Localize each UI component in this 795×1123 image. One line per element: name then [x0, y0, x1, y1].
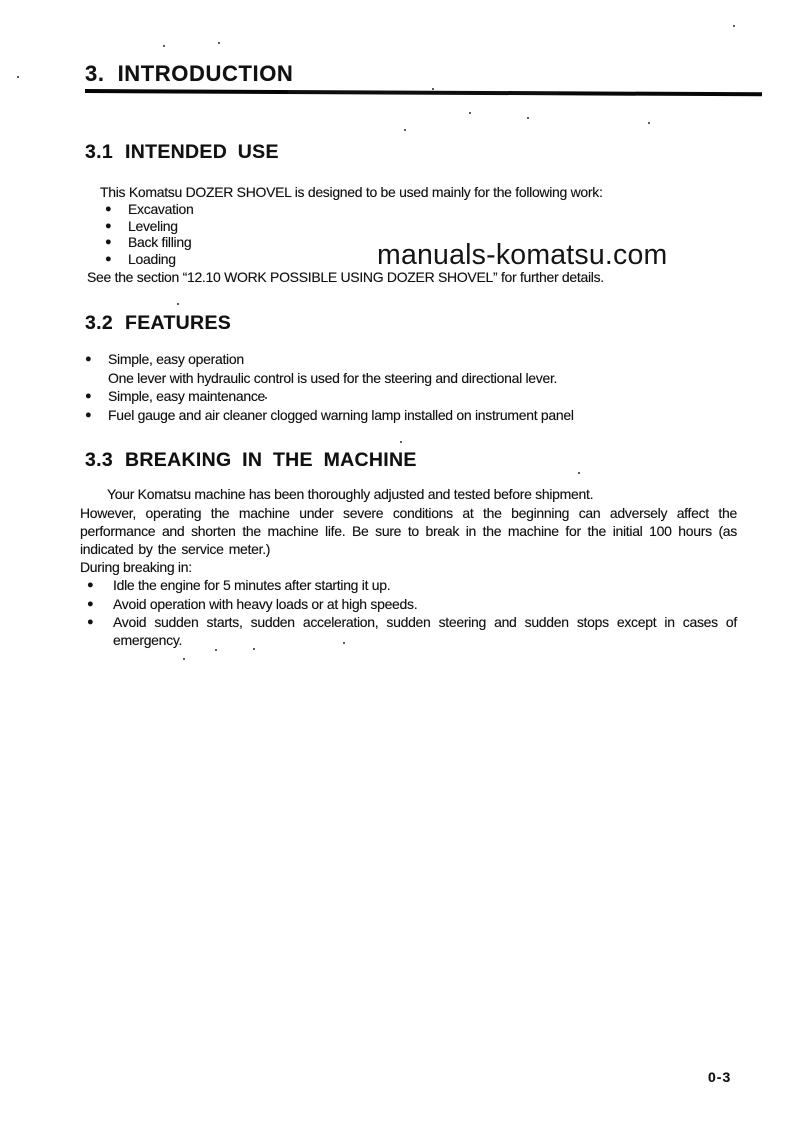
- scan-speck: [733, 25, 735, 27]
- list-item-label: Excavation: [128, 200, 194, 217]
- bullet-icon: ●: [87, 615, 94, 628]
- bullet-icon: ●: [87, 597, 94, 610]
- scan-speck: [578, 472, 580, 474]
- scan-speck: [253, 648, 255, 650]
- paragraph-shipment: Your Komatsu machine has been thoroughly adjusted and tested before shipment.: [107, 486, 594, 503]
- list-item: [85, 387, 737, 406]
- scan-speck: [163, 45, 165, 47]
- scan-speck: [218, 42, 220, 44]
- features-list: [85, 350, 737, 424]
- list-item-label: Loading: [128, 251, 176, 268]
- paragraph-intended-use-reference: See the section “12.10 WORK POSSIBLE USING DOZER SHOVEL” for further details.: [87, 268, 604, 285]
- section-title: INTENDED USE: [125, 140, 279, 163]
- scan-speck: [183, 658, 185, 660]
- list-item-label: Idle the engine for 5 minutes after starting it up.: [113, 577, 391, 594]
- scan-speck: [527, 117, 529, 119]
- bullet-icon: ●: [85, 353, 92, 366]
- section-heading-features: [85, 312, 795, 334]
- bullet-icon: ●: [105, 202, 112, 215]
- chapter-title: INTRODUCTION: [117, 61, 294, 86]
- list-item-label: Avoid sudden starts, sudden acceleration, sudden steering and sudden stops except in cases of emergency.: [113, 613, 737, 649]
- list-item: [85, 350, 737, 369]
- list-item: [87, 613, 737, 649]
- section-number: 3.3: [85, 449, 114, 472]
- scan-speck: [343, 642, 345, 644]
- breaking-in-list: [87, 576, 737, 649]
- bullet-icon: ●: [87, 579, 94, 592]
- paragraph-breaking-in-body: However, operating the machine under severe conditions at the beginning can adversely affect the performance and shorten the machine life. Be sure to break in the machine for the initial 100 hours (as indicated by the service meter.): [80, 504, 737, 558]
- bullet-icon: ●: [85, 408, 92, 421]
- section-features: [0, 312, 795, 424]
- scan-speck: [177, 303, 179, 305]
- scan-speck: [17, 76, 19, 78]
- list-item: [87, 576, 737, 594]
- bullet-icon: ●: [85, 390, 92, 403]
- scan-speck: [404, 129, 406, 131]
- section-breaking-in: [0, 449, 795, 649]
- scan-speck: [648, 122, 650, 124]
- scan-speck: [400, 441, 402, 443]
- section-title: BREAKING IN THE MACHINE: [125, 449, 417, 472]
- list-item: [87, 595, 737, 613]
- bullet-icon: ●: [105, 219, 112, 232]
- scan-speck: [265, 397, 267, 399]
- paragraph-lead-in: During breaking in:: [80, 559, 192, 576]
- scan-speck: [215, 649, 217, 651]
- list-item: [85, 406, 737, 425]
- list-item-label: Leveling: [128, 217, 178, 234]
- list-item: [105, 218, 795, 235]
- paragraph-intended-use-intro: This Komatsu DOZER SHOVEL is designed to be used mainly for the following work:: [100, 183, 603, 200]
- chapter-number: 3.: [85, 61, 105, 86]
- list-item-label: Back filling: [128, 234, 192, 251]
- list-item-subtext: One lever with hydraulic control is used for the steering and directional lever.: [108, 369, 558, 386]
- section-number: 3.1: [85, 140, 114, 163]
- list-item-label: Simple, easy maintenance: [108, 388, 265, 405]
- section-heading-breaking-in: [85, 449, 795, 471]
- list-item-label: Simple, easy operation: [108, 351, 244, 368]
- scan-speck: [432, 88, 434, 90]
- bullet-icon: ●: [105, 253, 112, 266]
- title-underline: [85, 89, 762, 96]
- page-number: 0-3: [708, 1069, 732, 1085]
- section-title: FEATURES: [125, 312, 232, 335]
- scan-speck: [469, 112, 471, 114]
- list-item-label: Avoid operation with heavy loads or at high speeds.: [113, 595, 418, 612]
- bullet-icon: ●: [105, 236, 112, 249]
- list-item-label: Fuel gauge and air cleaner clogged warning lamp installed on instrument panel: [108, 406, 574, 423]
- list-item: [105, 201, 795, 218]
- section-number: 3.2: [85, 312, 114, 335]
- chapter-heading: [85, 62, 795, 86]
- section-heading-intended-use: [85, 141, 795, 163]
- site-watermark: manuals-komatsu.com: [377, 239, 668, 271]
